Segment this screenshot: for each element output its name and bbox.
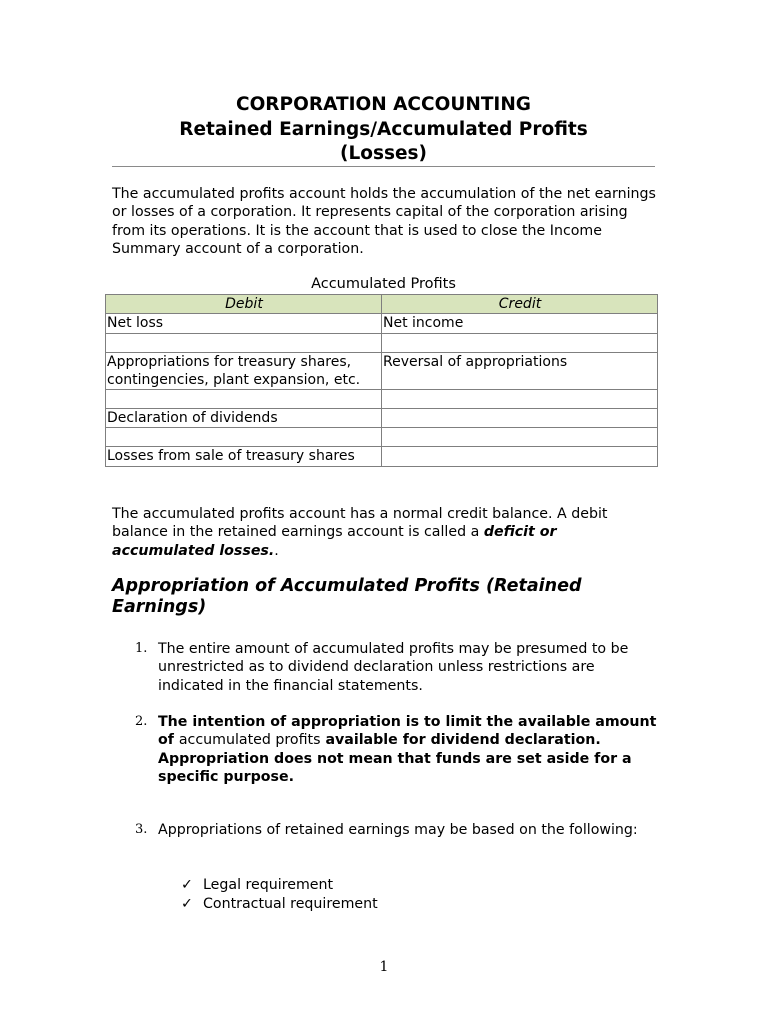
- accumulated-profits-table: [105, 294, 658, 467]
- checklist-text: Contractual requirement: [203, 896, 378, 912]
- credit-cell: [382, 428, 658, 447]
- table-row: [106, 447, 658, 466]
- list-text: [158, 713, 657, 786]
- title-divider: [112, 166, 655, 167]
- checklist-item: [181, 895, 378, 913]
- credit-cell: [382, 390, 658, 409]
- credit-cell: [382, 447, 658, 466]
- debit-cell: Net loss: [106, 314, 382, 333]
- document-subtitle-cont: (Losses): [340, 143, 427, 164]
- list-number: 3.: [135, 822, 148, 837]
- debit-cell: [106, 352, 382, 390]
- table-row: [106, 390, 658, 409]
- list-text: The entire amount of accumulated profits may be presumed to be unrestricted as to dividend declaration unless restrictions are indicated in the financial statements.: [158, 641, 629, 694]
- credit-cell: Reversal of appropriations: [382, 352, 658, 390]
- table-header-row: [106, 295, 658, 314]
- list-number: 2.: [135, 714, 148, 729]
- debit-cell: Losses from sale of treasury shares: [106, 447, 382, 466]
- table-row: [106, 409, 658, 428]
- checkmark-icon: ✓: [181, 896, 193, 912]
- checkmark-icon: ✓: [181, 877, 193, 893]
- list-number: 1.: [135, 641, 148, 656]
- debit-cell-line: contingencies, plant expansion, etc.: [107, 371, 361, 388]
- list-text: Appropriations of retained earnings may be based on the following:: [158, 822, 638, 838]
- debit-cell: [106, 428, 382, 447]
- credit-cell: Net income: [382, 314, 658, 333]
- list-text-bold: The intention of appropriation is to limit the available amount of: [158, 714, 657, 749]
- balance-text: The accumulated profits account has a normal credit balance. A debit balance in the retained earnings account is called a: [112, 506, 608, 541]
- balance-emphasis: deficit or accumulated losses.: [112, 524, 557, 559]
- credit-cell: [382, 333, 658, 352]
- list-text-bold: available for dividend declaration. Appropriation does not mean that funds are set aside for a specific purpose.: [158, 732, 632, 785]
- table-row: [106, 314, 658, 333]
- table-title: Accumulated Profits: [311, 276, 456, 292]
- list-text-normal: accumulated profits: [178, 732, 321, 749]
- debit-cell-line: Appropriations for treasury shares,: [107, 353, 352, 370]
- balance-paragraph: [112, 505, 657, 560]
- document-title: CORPORATION ACCOUNTING: [236, 94, 531, 115]
- credit-cell: [382, 409, 658, 428]
- checklist-text: Legal requirement: [203, 877, 334, 893]
- document-subtitle: Retained Earnings/Accumulated Profits: [179, 119, 588, 140]
- page-number: 1: [379, 959, 389, 975]
- table-row: [106, 333, 658, 352]
- debit-header: Debit: [106, 295, 382, 314]
- intro-paragraph: The accumulated profits account holds the accumulation of the net earnings or losses of a corporation. It represents capital of the corporation arising from its operations. It is the account that is used to close the Income Summary account of a corporation.: [112, 186, 656, 257]
- table-row: [106, 352, 658, 390]
- debit-cell: Declaration of dividends: [106, 409, 382, 428]
- checklist-item: [181, 876, 333, 894]
- section-heading: Appropriation of Accumulated Profits (Retained Earnings): [112, 576, 582, 617]
- debit-cell: [106, 333, 382, 352]
- debit-cell: [106, 390, 382, 409]
- balance-tail: .: [274, 542, 279, 559]
- credit-header: Credit: [382, 295, 658, 314]
- table-row: [106, 428, 658, 447]
